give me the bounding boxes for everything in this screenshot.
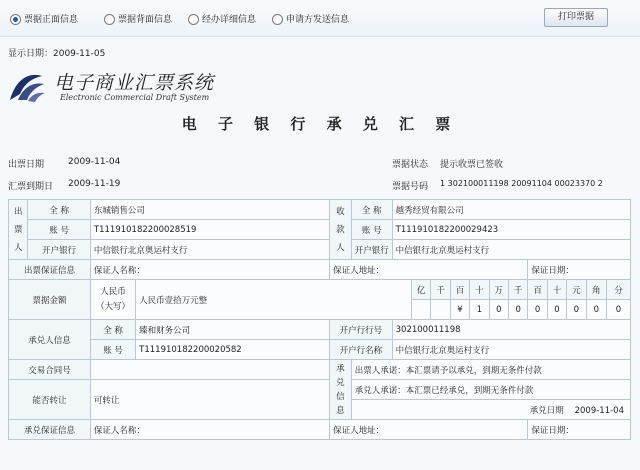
amount-digit: 0 — [489, 300, 508, 320]
transferable-value: 可转让 — [90, 380, 329, 420]
payee-group-label: 收款人 — [330, 200, 352, 260]
due-date: 2009-11-19 — [68, 179, 121, 189]
drawer-guarantor-name-label: 保证人名称： — [90, 260, 329, 280]
display-date: 显示日期：2009-11-05 — [8, 49, 106, 59]
acceptor-bank-name-label: 开户行名称 — [330, 340, 393, 360]
ecds-logo-icon — [8, 70, 46, 104]
bill-number: 1 302100011198 20091104 00023370 2 — [440, 179, 603, 188]
acceptor-name: 臻和财务公司 — [136, 320, 330, 340]
acceptor-promise: 承兑人承诺：本汇票已经承兑，到期无条件付款 — [351, 380, 630, 400]
status-label: 票据状态 — [392, 160, 429, 170]
acceptor-guarantee-label: 承兑保证信息 — [9, 420, 91, 440]
bill-status: 提示收票已签收 — [440, 160, 504, 170]
acceptance-date: 2009-11-04 — [574, 405, 624, 416]
amount-digit — [412, 300, 431, 320]
tab-applicant-info[interactable] — [272, 12, 349, 25]
digit-header: 万 — [489, 280, 508, 300]
amount-digit: 0 — [547, 300, 566, 320]
acceptor-account-label: 账 号 — [90, 340, 135, 360]
drawer-guarantee-label: 出票保证信息 — [9, 260, 91, 280]
payee-account-label: 账 号 — [351, 220, 392, 240]
contract-number — [90, 360, 329, 380]
drawer-bank: 中信银行北京奥运村支行 — [90, 240, 329, 260]
amount-label: 票据金额 — [9, 280, 91, 320]
digit-header: 十 — [470, 280, 489, 300]
logo-english: Electronic Commercial Draft System — [60, 93, 210, 102]
amount-digit: 0 — [586, 300, 606, 320]
amount-currency — [90, 280, 135, 320]
tab-back-info[interactable] — [104, 12, 172, 25]
amount-digit: 0 — [508, 300, 527, 320]
acceptor-name-label: 全 称 — [90, 320, 135, 340]
drawer-account-label: 账 号 — [28, 220, 91, 240]
drawer-guarantor-address-label: 保证人地址： — [330, 260, 528, 280]
payee-bank-label: 开户银行 — [351, 240, 392, 260]
acceptor-guarantor-name-label: 保证人名称： — [90, 420, 329, 440]
acceptor-bank-no: 302100011198 — [392, 320, 630, 340]
acceptor-bank-name: 中信银行北京奥运村支行 — [392, 340, 630, 360]
due-date-label: 汇票到期日 — [8, 182, 54, 192]
acceptance-group-label: 承兑信息 — [330, 360, 352, 420]
digit-header: 十 — [547, 280, 566, 300]
transferable-label: 能否转让 — [9, 380, 91, 420]
tab-label: 经办详细信息 — [202, 15, 257, 25]
currency-label: 人民币 — [100, 286, 126, 297]
issue-date-label: 出票日期 — [8, 160, 45, 170]
tab-label: 票据背面信息 — [118, 15, 173, 25]
digit-header: 千 — [431, 280, 450, 300]
acceptor-guarantee-date-label: 保证日期： — [528, 420, 631, 440]
acceptance-date-row — [351, 400, 630, 420]
tab-front-info[interactable] — [10, 12, 78, 25]
issue-date: 2009-11-04 — [68, 157, 121, 167]
digit-header: 角 — [586, 280, 606, 300]
acceptance-date-label: 承兑日期 — [529, 405, 564, 416]
payee-name: 越秀经贸有限公司 — [392, 200, 630, 220]
radio-selected-icon[interactable] — [10, 14, 21, 25]
amount-digit — [431, 300, 450, 320]
radio-icon[interactable] — [272, 14, 283, 25]
payee-name-label: 全 称 — [351, 200, 392, 220]
tab-label: 申请方发送信息 — [286, 15, 350, 25]
drawer-promise: 出票人承诺：本汇票请予以承兑，到期无条件付款 — [351, 360, 630, 380]
payee-account: T111910182200029423 — [392, 220, 630, 240]
drawer-name: 东城销售公司 — [90, 200, 329, 220]
amount-digit: 1 — [470, 300, 489, 320]
contract-number-label: 交易合同号 — [9, 360, 91, 380]
payee-bank: 中信银行北京奥运村支行 — [392, 240, 630, 260]
print-button[interactable]: 打印票据 — [544, 8, 608, 27]
currency-note: （大写） — [96, 301, 131, 312]
drawer-account: T111910182200028519 — [90, 220, 329, 240]
digit-header: 分 — [607, 280, 631, 300]
acceptor-guarantor-address-label: 保证人地址： — [330, 420, 528, 440]
acceptor-account: T111910182200020582 — [136, 340, 330, 360]
amount-digit: ¥ — [450, 300, 469, 320]
drawer-bank-label: 开户银行 — [28, 240, 91, 260]
logo-chinese: 电子商业汇票系统 — [54, 72, 215, 94]
acceptor-bank-no-label: 开户行行号 — [330, 320, 393, 340]
amount-digit: 0 — [567, 300, 586, 320]
digit-header: 元 — [567, 280, 586, 300]
drawer-name-label: 全 称 — [28, 200, 91, 220]
tab-label: 票据正面信息 — [24, 15, 79, 25]
divider — [0, 36, 640, 37]
page-title: 电 子 银 行 承 兑 汇 票 — [181, 115, 459, 133]
drawer-guarantee-date-label: 保证日期： — [528, 260, 631, 280]
acceptor-info-label: 承兑人信息 — [9, 320, 91, 360]
digit-header: 千 — [508, 280, 527, 300]
digit-header: 百 — [528, 280, 547, 300]
amount-digit: 0 — [528, 300, 547, 320]
drawer-group-label: 出票人 — [9, 200, 28, 260]
radio-icon[interactable] — [188, 14, 199, 25]
amount-digit: 0 — [607, 300, 631, 320]
radio-icon[interactable] — [104, 14, 115, 25]
digit-header: 亿 — [412, 280, 431, 300]
digit-header: 百 — [450, 280, 469, 300]
tab-handling-info[interactable] — [188, 12, 256, 25]
amount-in-words: 人民币壹拾万元整 — [136, 280, 412, 320]
bill-number-label: 票据号码 — [392, 182, 429, 192]
bill-table — [8, 199, 631, 440]
